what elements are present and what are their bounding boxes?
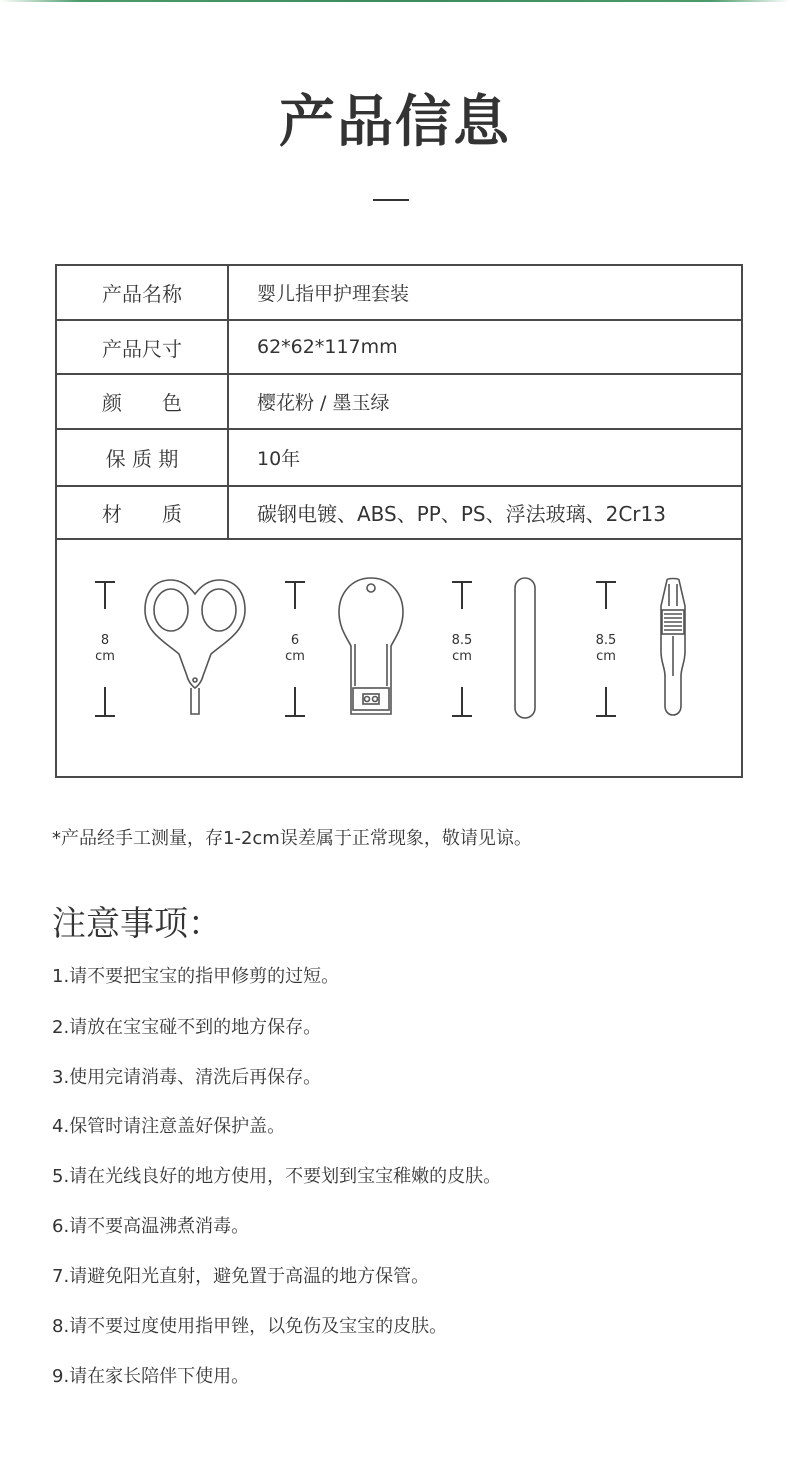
dimension-marker [442, 581, 482, 717]
nail-clipper-icon [337, 576, 405, 718]
dimension-value: 8.5 [451, 633, 473, 648]
dimension-unit: cm [596, 649, 616, 664]
product-size-illustrations [57, 540, 741, 776]
dimension-marker [586, 581, 626, 717]
spec-value: 10年 [257, 448, 301, 470]
spec-value: 碳钢电镀、ABS、PP、PS、浮法玻璃、2Cr13 [257, 502, 666, 526]
dimension-marker [275, 581, 315, 717]
spec-row-size [57, 321, 741, 375]
nail-file-icon [513, 576, 537, 720]
spec-label: 材 质 [57, 487, 229, 538]
precaution-item: 6.请不要高温沸煮消毒。 [52, 1216, 250, 1237]
tweezers-icon [657, 576, 689, 720]
dimension-marker [85, 581, 125, 717]
precaution-item: 5.请在光线良好的地方使用，不要划到宝宝稚嫩的皮肤。 [52, 1166, 502, 1187]
spec-value: 62*62*117mm [257, 336, 398, 358]
spec-label: 产品名称 [57, 266, 229, 319]
spec-label: 保 质 期 [57, 430, 229, 485]
precaution-item: 7.请避免阳光直射，避免置于高温的地方保管。 [52, 1266, 430, 1287]
spec-label: 颜 色 [57, 375, 229, 428]
precaution-item: 3.使用完请消毒、清洗后再保存。 [52, 1067, 322, 1088]
spec-row-shelf-life [57, 430, 741, 487]
title-divider [373, 199, 409, 201]
spec-label: 产品尺寸 [57, 321, 229, 373]
precaution-item: 2.请放在宝宝碰不到的地方保存。 [52, 1017, 322, 1038]
precaution-item: 4.保管时请注意盖好保护盖。 [52, 1116, 286, 1137]
top-accent-line [0, 0, 790, 2]
measurement-note: *产品经手工测量，存1-2cm误差属于正常现象，敬请见谅。 [52, 828, 532, 849]
spec-table [55, 264, 743, 778]
spec-row-name [57, 266, 741, 321]
spec-value: 樱花粉 / 墨玉绿 [257, 392, 390, 414]
baby-scissors-icon [143, 576, 247, 718]
precaution-item: 8.请不要过度使用指甲锉，以免伤及宝宝的皮肤。 [52, 1316, 448, 1337]
spec-value: 婴儿指甲护理套装 [257, 283, 410, 305]
dimension-value: 8 [100, 633, 110, 648]
dimension-unit: cm [95, 649, 115, 664]
spec-row-material [57, 487, 741, 540]
spec-row-color [57, 375, 741, 430]
dimension-value: 6 [290, 633, 300, 648]
precaution-item: 9.请在家长陪伴下使用。 [52, 1366, 250, 1387]
precautions-title: 注意事项： [52, 904, 222, 944]
dimension-unit: cm [285, 649, 305, 664]
page-title: 产品信息 [279, 90, 511, 155]
dimension-unit: cm [452, 649, 472, 664]
precaution-item: 1.请不要把宝宝的指甲修剪的过短。 [52, 966, 340, 987]
dimension-value: 8.5 [595, 633, 617, 648]
